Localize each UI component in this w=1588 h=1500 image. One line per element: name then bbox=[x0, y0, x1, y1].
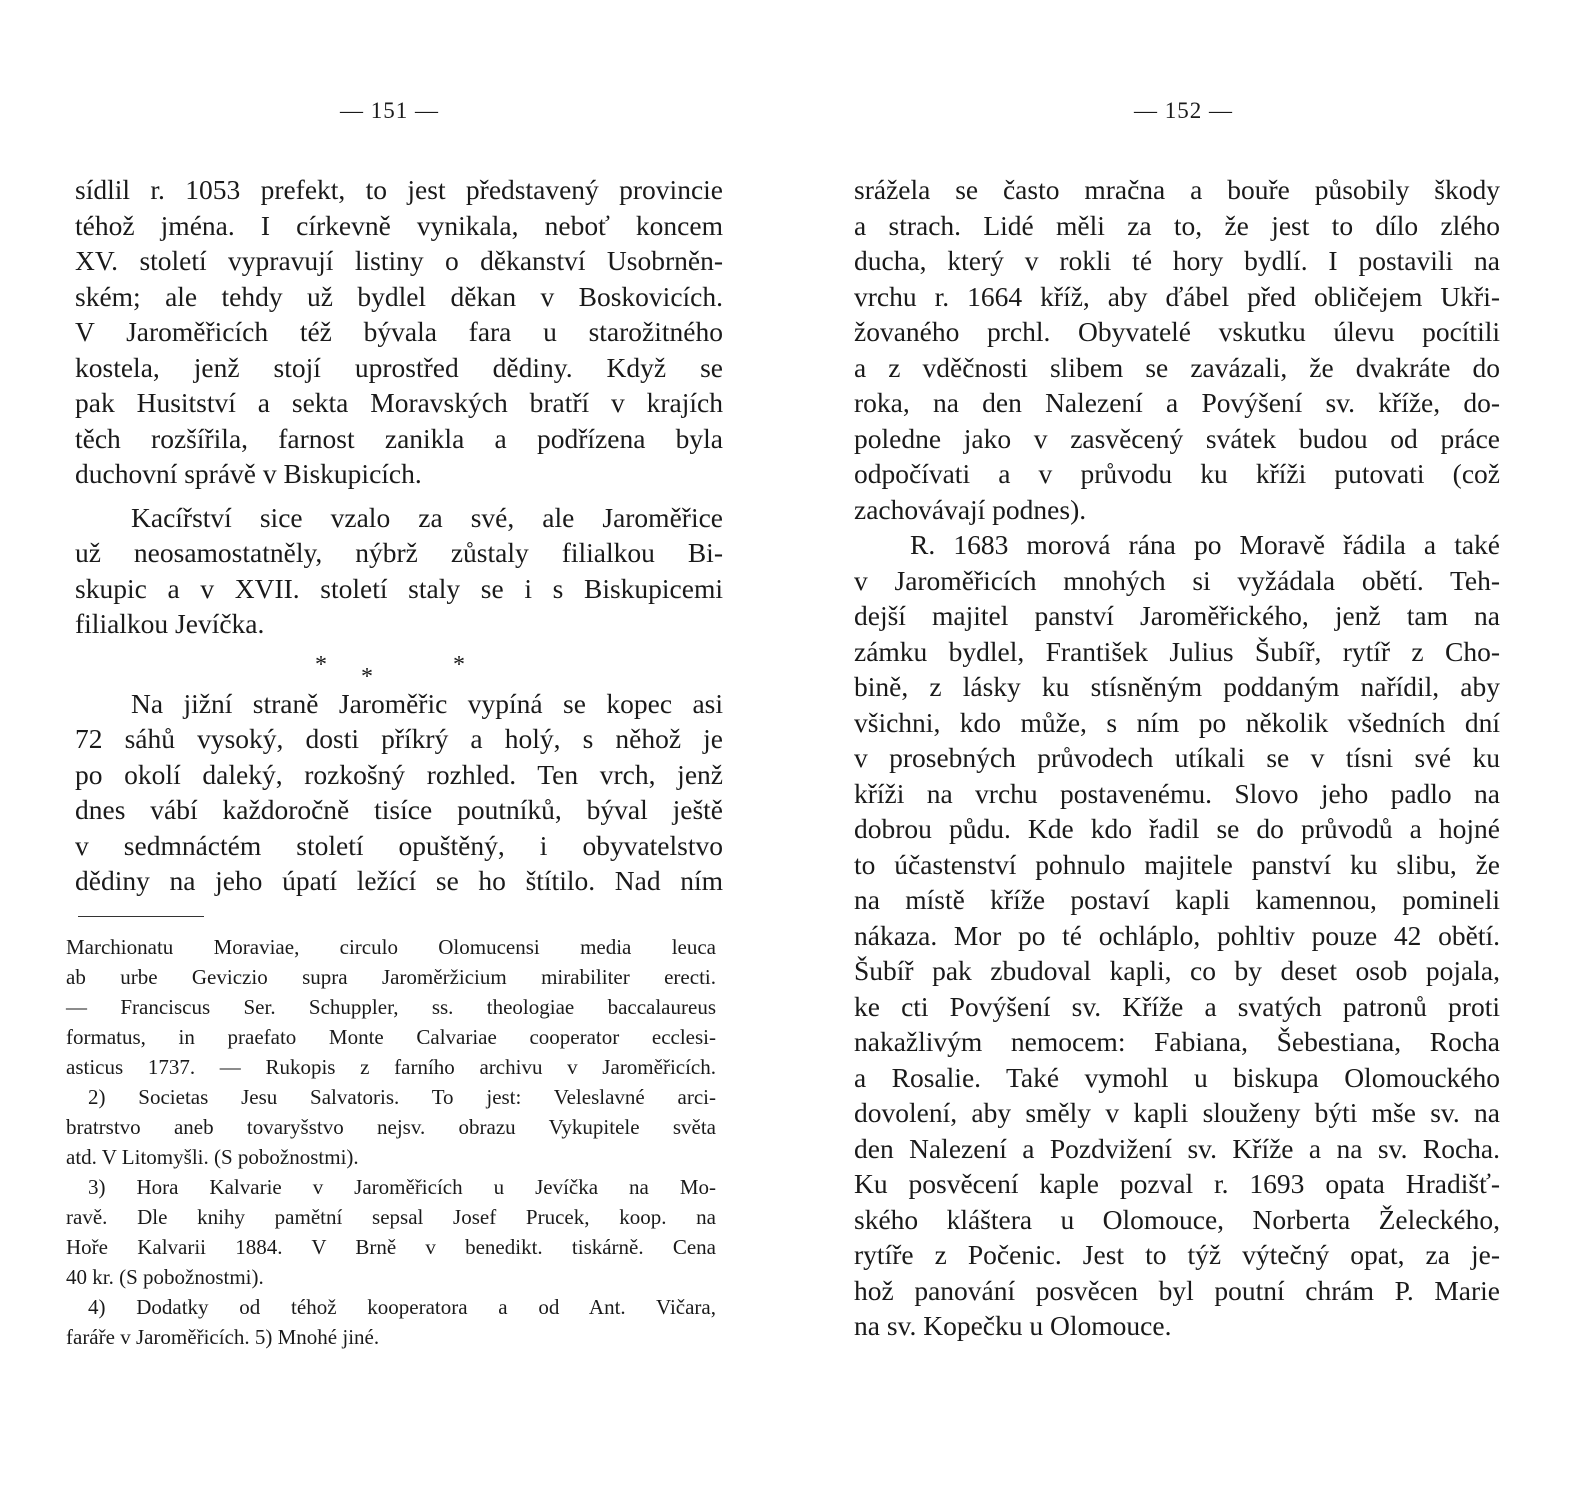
text-line: hož panování posvěcen byl poutní chrám P. Marie bbox=[854, 1274, 1500, 1306]
footnotes bbox=[66, 932, 716, 1352]
page-number-right: — 152 — bbox=[1134, 98, 1233, 123]
text-line: duchovní správě v Biskupicích. bbox=[75, 458, 422, 489]
text-line: Na jižní straně Jaroměřic vypíná se kopec asi bbox=[131, 687, 723, 719]
text-line: v Jaroměřicích mnohých si vyžádala obětí. Teh- bbox=[854, 564, 1500, 596]
footnote bbox=[66, 1292, 716, 1352]
text-line: 72 sáhů vysoký, dosti příkrý a holý, s něhož je bbox=[75, 723, 723, 754]
text-line: a Rosalie. Také vymohl u biskupa Olomouckého bbox=[854, 1061, 1500, 1093]
text-line: Šubíř pak zbudoval kapli, co by deset osob pojala, bbox=[854, 955, 1500, 986]
text-line: ke cti Povýšení sv. Kříže a svatých patronů proti bbox=[854, 990, 1500, 1022]
text-line: na sv. Kopečku u Olomouce. bbox=[854, 1310, 1172, 1341]
text-line: ducha, který v rokli té hory bydlí. I postavili na bbox=[854, 245, 1500, 276]
text-line: dědiny na jeho úpatí ležící se ho štítilo. Nad ním bbox=[75, 865, 723, 896]
text-line: na místě kříže postaví kapli kamennou, pomineli bbox=[854, 884, 1500, 915]
asterisk: * bbox=[315, 651, 327, 678]
text-line: v sedmnáctém století opuštěný, i obyvatelstvo bbox=[75, 829, 723, 861]
footnote bbox=[66, 1082, 716, 1172]
paragraph bbox=[854, 172, 1500, 527]
text-line: už neosamostatněly, nýbrž zůstaly filialkou Bi- bbox=[75, 537, 723, 568]
footnote-line: Hoře Kalvarii 1884. V Brně v benedikt. tiskárně. Cena bbox=[66, 1235, 716, 1259]
text-line: XV. století vypravují listiny o děkanství Usobrněn- bbox=[75, 245, 723, 276]
text-line: zachovávají podnes). bbox=[854, 493, 1087, 525]
text-line: filialkou Jevíčka. bbox=[75, 608, 265, 639]
text-line: vrchu r. 1664 kříž, aby ďábel před obličejem Ukři- bbox=[854, 280, 1500, 312]
footnote-line: 3) Hora Kalvarie v Jaroměřicích u Jevíčka na Mo- bbox=[88, 1175, 716, 1199]
text-line: skupic a v XVII. století staly se i s Biskupicemi bbox=[75, 572, 723, 604]
footnote-divider bbox=[78, 916, 204, 917]
text-line: to účastenství pohnulo majitele panství ku slibu, že bbox=[854, 848, 1500, 880]
text-line: zámku bydlel, František Julius Šubíř, rytíř z Cho- bbox=[854, 635, 1500, 667]
footnote-line: 2) Societas Jesu Salvatoris. To jest: Veleslavné arci- bbox=[88, 1085, 716, 1109]
left-body-text bbox=[75, 172, 723, 899]
paragraph bbox=[75, 686, 723, 899]
footnote-line: Marchionatu Moraviae, circulo Olomucensi media leuca bbox=[66, 935, 716, 959]
text-line: roka, na den Nalezení a Povýšení sv. kříže, do- bbox=[854, 387, 1500, 418]
footnote-line: ravě. Dle knihy pamětní sepsal Josef Prucek, koop. na bbox=[66, 1205, 716, 1229]
text-line: dovolení, aby směly v kapli slouženy býti mše sv. na bbox=[854, 1097, 1500, 1128]
text-line: ského kláštera u Olomouce, Norberta Želeckého, bbox=[854, 1203, 1500, 1235]
text-line: poledne jako v zasvěcený svátek budou od práce bbox=[854, 422, 1500, 454]
paragraph bbox=[854, 527, 1500, 1344]
right-body-text bbox=[854, 172, 1500, 1344]
footnote-line: faráře v Jaroměřicích. 5) Mnohé jiné. bbox=[66, 1325, 380, 1349]
asterisk: * bbox=[453, 651, 465, 678]
text-line: žovaného prchl. Obyvatelé vskutku úlevu pocítili bbox=[854, 316, 1500, 347]
text-line: a strach. Lidé měli za to, že jest to dílo zlého bbox=[854, 209, 1500, 241]
footnote-line: — Franciscus Ser. Schuppler, ss. theologiae baccalaureus bbox=[66, 995, 716, 1019]
text-line: R. 1683 morová rána po Moravě řádila a také bbox=[910, 529, 1500, 560]
text-line: Ku posvěcení kaple pozval r. 1693 opata Hradišť- bbox=[854, 1168, 1500, 1199]
footnote-line: atd. V Litomyšli. (S pobožnostmi). bbox=[66, 1145, 359, 1169]
text-line: v prosebných průvodech utíkali se v tísni své ku bbox=[854, 742, 1500, 773]
paragraph bbox=[75, 500, 723, 642]
page-number-left: — 151 — bbox=[340, 98, 439, 123]
text-line: dobrou půdu. Kde kdo řadil se do průvodů a hojné bbox=[854, 813, 1500, 844]
right-page bbox=[794, 0, 1588, 1500]
text-line: dejší majitel panství Jaroměřického, jenž tam na bbox=[854, 600, 1500, 631]
text-line: téhož jména. I církevně vynikala, neboť koncem bbox=[75, 209, 723, 241]
text-line: odpočívati a v průvodu ku kříži putovati (což bbox=[854, 458, 1500, 489]
footnote-line: 4) Dodatky od téhož kooperatora a od Ant. Vičara, bbox=[88, 1295, 716, 1319]
footnote bbox=[66, 932, 716, 1082]
text-line: ském; ale tehdy už bydlel děkan v Boskovicích. bbox=[75, 280, 723, 312]
text-line: všichni, kdo může, s ním po několik všedních dní bbox=[854, 706, 1500, 738]
text-line: V Jaroměřicích též bývala fara u starožitného bbox=[75, 316, 723, 347]
text-line: a z vděčnosti slibem se zavázali, že dvakráte do bbox=[854, 351, 1500, 383]
text-line: srážela se často mračna a bouře působily škody bbox=[854, 174, 1500, 205]
text-line: Kacířství sice vzalo za své, ale Jaroměřice bbox=[131, 501, 723, 533]
text-line: nákaza. Mor po té ochláplo, pohltiv pouze 42 obětí. bbox=[854, 919, 1500, 951]
text-line: rytíře z Počenic. Jest to týž výtečný opat, za je- bbox=[854, 1239, 1500, 1270]
footnote-line: ab urbe Geviczio supra Jaroměržicium mirabiliter erecti. bbox=[66, 965, 716, 989]
footnote-line: 40 kr. (S pobožnostmi). bbox=[66, 1265, 264, 1289]
text-line: kříži na vrchu postavenému. Slovo jeho padlo na bbox=[854, 777, 1500, 809]
text-line: sídlil r. 1053 prefekt, to jest představený provincie bbox=[75, 174, 723, 205]
footnote-line: bratrstvo aneb tovaryšstvo nejsv. obrazu Vykupitele světa bbox=[66, 1115, 716, 1139]
text-line: bině, z lásky ku stísněným poddaným nařídil, aby bbox=[854, 671, 1500, 702]
text-line: dnes vábí každoročně tisíce poutníků, býval ještě bbox=[75, 794, 723, 825]
text-line: den Nalezení a Pozdvižení sv. Kříže a na sv. Rocha. bbox=[854, 1132, 1500, 1164]
text-line: po okolí daleký, rozkošný rozhled. Ten vrch, jenž bbox=[75, 758, 723, 790]
footnote-line: formatus, in praefato Monte Calvariae cooperator ecclesi- bbox=[66, 1025, 716, 1049]
footnote-line: asticus 1737. — Rukopis z farního archivu v Jaroměřicích. bbox=[66, 1055, 716, 1079]
text-line: pak Husitství a sekta Moravských bratří v krajích bbox=[75, 387, 723, 418]
text-line: kostela, jenž stojí uprostřed dědiny. Když se bbox=[75, 351, 723, 383]
asterisk: * bbox=[361, 663, 373, 690]
paragraph bbox=[75, 172, 723, 492]
footnote bbox=[66, 1172, 716, 1292]
text-line: těch rozšířila, farnost zanikla a podřízena byla bbox=[75, 422, 723, 454]
text-line: nakažlivým nemocem: Fabiana, Šebestiana, Rocha bbox=[854, 1026, 1500, 1057]
section-break bbox=[75, 642, 723, 690]
